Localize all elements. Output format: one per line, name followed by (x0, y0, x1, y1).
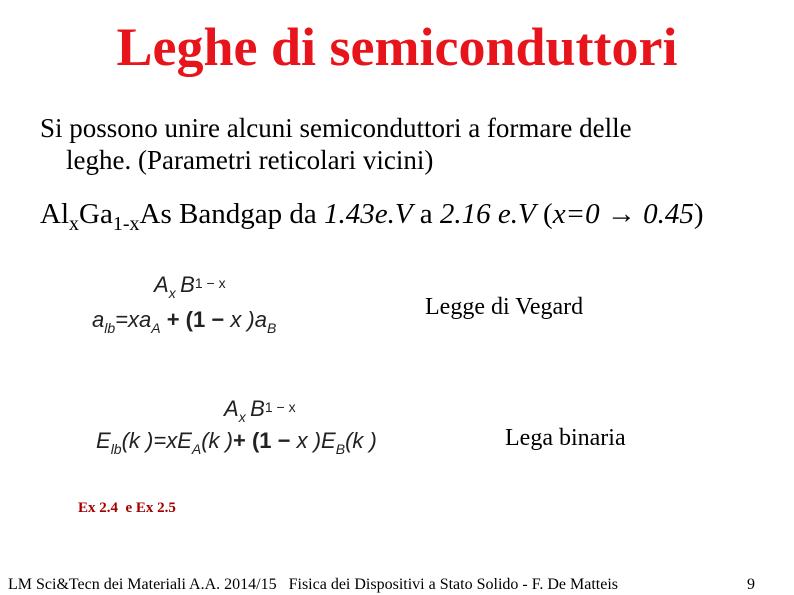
eq1-top-sub: 1 − x (194, 275, 226, 291)
eq2-plus: + (1 − (233, 428, 297, 453)
alloy-al: Al (40, 198, 69, 230)
eq1-sub-b: B (267, 320, 277, 336)
binary-alloy-label: Lega binaria (505, 425, 626, 451)
eq2-lb: lb (110, 441, 122, 457)
eq1-lb: lb (104, 320, 116, 336)
intro-line-2: leghe. (Parametri reticolari vicini) (66, 145, 434, 175)
eq1-sub-a: A (151, 320, 161, 336)
intro-line-1: Si possono unire alcuni semiconduttori a formare delle (40, 113, 632, 143)
alloy-ga: Ga (79, 198, 113, 230)
eq2-top-sub: 1 − x (264, 399, 296, 415)
eq1-a: a (92, 307, 105, 332)
eq2-k2: (k ) (201, 428, 233, 453)
alloy-sub-x: x (69, 213, 79, 235)
page-number: 9 (747, 576, 755, 593)
exercise-reference: Ex 2.4 e Ex 2.5 (78, 500, 176, 516)
slide-footer: LM Sci&Tecn dei Materiali A.A. 2014/15 Fisica dei Dispositivi a Stato Solido - F. De Matteis (8, 576, 618, 593)
eq2-close: )E (307, 428, 336, 453)
eq2-top-b: B (250, 396, 265, 421)
vegard-equation (92, 307, 277, 336)
composition-range: x=0 → 0.45 (552, 198, 694, 230)
vegard-compound-label (154, 272, 226, 301)
alloy-bandgap-line (40, 196, 704, 235)
eq1-plus: + (1 − (160, 307, 231, 332)
binary-compound-label (224, 396, 296, 425)
alloy-sub-1-x: 1-x (112, 213, 140, 235)
eq1-x: x (230, 307, 242, 332)
alloy-as: As (139, 198, 172, 230)
eq1-top-x: x (168, 285, 176, 301)
bandgap-text: Bandgap da (171, 198, 324, 230)
bandgap-max: 2.16 e.V (439, 198, 536, 230)
eq2-k3: (k ) (345, 428, 377, 453)
eq2-top-x: x (238, 409, 246, 425)
eq1-top-a: A (154, 272, 169, 297)
eq1-close: )a (241, 307, 267, 332)
slide-title: Leghe di semiconduttori (116, 17, 678, 77)
paren-open: ( (535, 198, 553, 230)
vegard-law-label: Legge di Vegard (425, 294, 584, 320)
bandgap-a: a (412, 198, 440, 230)
paren-close: ) (693, 198, 704, 230)
intro-paragraph (40, 112, 780, 176)
eq1-eq: =xa (115, 307, 152, 332)
eq2-e: E (96, 428, 111, 453)
eq1-top-b: B (180, 272, 195, 297)
binary-alloy-equation (96, 428, 377, 457)
bandgap-min: 1.43e.V (323, 198, 413, 230)
eq2-top-a: A (224, 396, 239, 421)
eq2-sub-b: B (335, 441, 346, 457)
eq2-k1: (k )=xE (121, 428, 192, 453)
eq2-x: x (296, 428, 308, 453)
eq2-sub-a: A (191, 441, 202, 457)
